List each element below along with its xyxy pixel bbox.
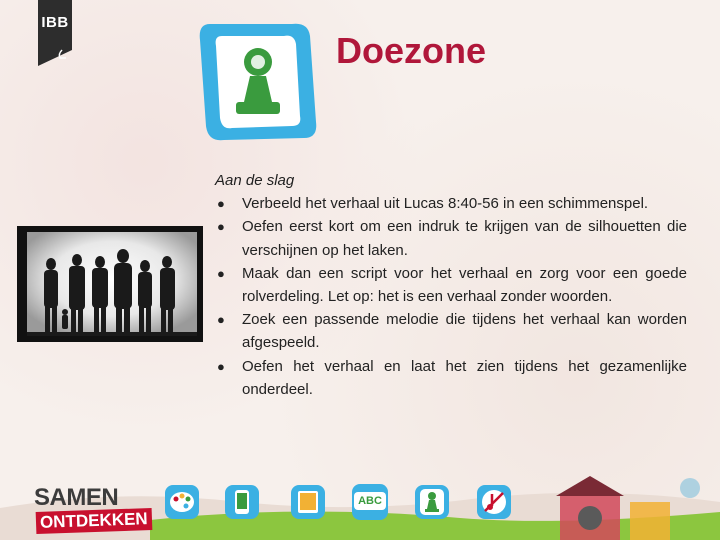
list-item: ● Verbeeld het verhaal uit Lucas 8:40-56 in een schimmenspel.	[215, 192, 687, 215]
abc-label: ABC	[354, 492, 386, 510]
instruction-list	[215, 192, 687, 401]
ontdekken-logo: ONTDEKKEN	[36, 508, 152, 534]
list-item: ● Oefen eerst kort om een indruk te krijgen van de silhouetten die verschijnen op het laken.	[215, 215, 687, 261]
bullet-icon: ●	[217, 196, 225, 212]
samen-logo: SAMEN	[34, 484, 119, 511]
tablet-icon	[290, 484, 326, 520]
instructions-block	[215, 169, 687, 401]
ibb-logo-text: IBB	[41, 14, 69, 31]
game-pawn-tile-icon	[192, 18, 322, 146]
bullet-icon: ●	[217, 265, 225, 281]
list-item: ● Oefen het verhaal en laat het zien tijdens het gezamenlijke onderdeel.	[215, 355, 687, 401]
list-item: ● Maak dan een script voor het verhaal en zorg voor een goede rolverdeling. Let op: het is een verhaal zonder woorden.	[215, 262, 687, 308]
slide-title: Doezone	[336, 30, 487, 71]
pawn-icon	[414, 484, 450, 520]
list-item: ● Zoek een passende melodie die tijdens het verhaal kan worden afgespeeld.	[215, 308, 687, 354]
abc-icon	[352, 484, 388, 520]
bullet-icon: ●	[217, 219, 225, 235]
shadow-play-photo	[17, 226, 203, 342]
bullet-icon: ●	[217, 312, 225, 328]
phone-icon	[224, 484, 260, 520]
bullet-icon: ●	[217, 358, 225, 374]
ibb-logo-tab	[38, 0, 72, 66]
music-muted-icon	[476, 484, 512, 520]
section-heading: Aan de slag	[215, 172, 295, 189]
palette-icon	[164, 484, 200, 520]
